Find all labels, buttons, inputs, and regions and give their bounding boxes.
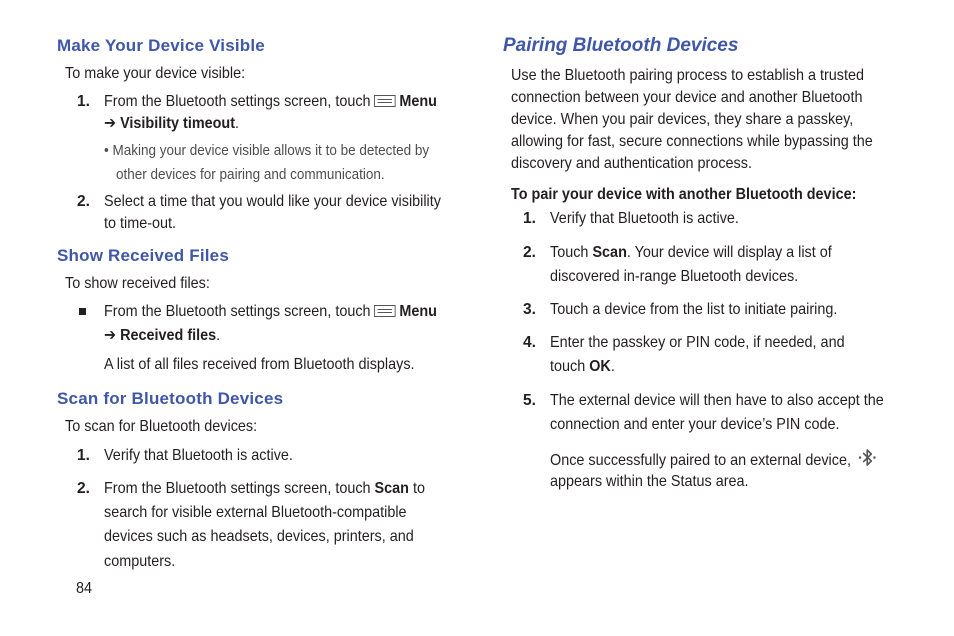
pairing-subhead: To pair your device with another Bluetooth device: (511, 186, 857, 203)
visibility-note-line2: other devices for pairing and communication. (116, 166, 385, 183)
heading-make-visible: Make Your Device Visible (57, 36, 265, 55)
heading-show-received: Show Received Files (57, 246, 229, 265)
pair-step2-line2: discovered in-range Bluetooth devices. (550, 268, 799, 285)
make-visible-step1-line1: From the Bluetooth settings screen, touch Menu (104, 93, 437, 110)
step-number: 2. (77, 480, 90, 497)
heading-scan: Scan for Bluetooth Devices (57, 389, 284, 408)
pair-step4-line2: touch OK. (550, 358, 615, 375)
step-number: 2. (523, 244, 536, 261)
scan-step2-line2: search for visible external Bluetooth-compatible (104, 504, 407, 521)
scan-step2-line4: computers. (104, 553, 176, 570)
menu-icon (374, 305, 396, 317)
pairing-para-line3: device. When you pair devices, they share a passkey, (511, 111, 854, 128)
show-received-result: A list of all files received from Bluetooth displays. (104, 356, 415, 373)
show-received-item-line1: From the Bluetooth settings screen, touch Menu (104, 303, 437, 320)
page-number: 84 (76, 580, 93, 597)
show-received-intro: To show received files: (65, 275, 210, 292)
make-visible-intro: To make your device visible: (65, 65, 246, 82)
pair-step5-line1: The external device will then have to also accept the (550, 392, 884, 409)
make-visible-step2-line2: to time-out. (104, 215, 177, 232)
bluetooth-connected-icon (857, 447, 879, 469)
show-received-item-line2: ➔ Received files. (104, 327, 221, 344)
pairing-para-line4: allowing for fast, secure connections while bypassing the (511, 133, 873, 150)
visibility-note-line1: • Making your device visible allows it to be detected by (104, 142, 430, 159)
step-number: 1. (77, 447, 90, 464)
pair-final-line1: Once successfully paired to an external device, (550, 447, 878, 472)
heading-pairing: Pairing Bluetooth Devices (503, 35, 739, 56)
make-visible-step1-line2: ➔ Visibility timeout. (104, 115, 240, 132)
scan-step2-line1: From the Bluetooth settings screen, touch Scan to (104, 480, 425, 497)
pair-step4-line1: Enter the passkey or PIN code, if needed, and (550, 334, 845, 351)
pair-step2-line1: Touch Scan. Your device will display a list of (550, 244, 832, 261)
step-number: 2. (77, 193, 90, 210)
step-number: 4. (523, 334, 536, 351)
pairing-para-line1: Use the Bluetooth pairing process to establish a trusted (511, 67, 865, 84)
pairing-para-line2: connection between your device and another Bluetooth (511, 89, 863, 106)
step-number: 1. (77, 93, 90, 110)
step-number: 3. (523, 301, 536, 318)
scan-step2-line3: devices such as headsets, devices, printers, and (104, 528, 414, 545)
pairing-para-line5: discovery and authentication process. (511, 155, 752, 172)
pair-final-line2: appears within the Status area. (550, 473, 749, 490)
make-visible-step2-line1: Select a time that you would like your device visibility (104, 193, 441, 210)
scan-step1: Verify that Bluetooth is active. (104, 447, 293, 464)
step-number: 5. (523, 392, 536, 409)
square-bullet (79, 308, 86, 315)
scan-intro: To scan for Bluetooth devices: (65, 418, 258, 435)
pair-step3: Touch a device from the list to initiate pairing. (550, 301, 838, 318)
pair-step1: Verify that Bluetooth is active. (550, 210, 739, 227)
menu-icon (374, 95, 396, 107)
step-number: 1. (523, 210, 536, 227)
pair-step5-line2: connection and enter your device’s PIN code. (550, 416, 840, 433)
